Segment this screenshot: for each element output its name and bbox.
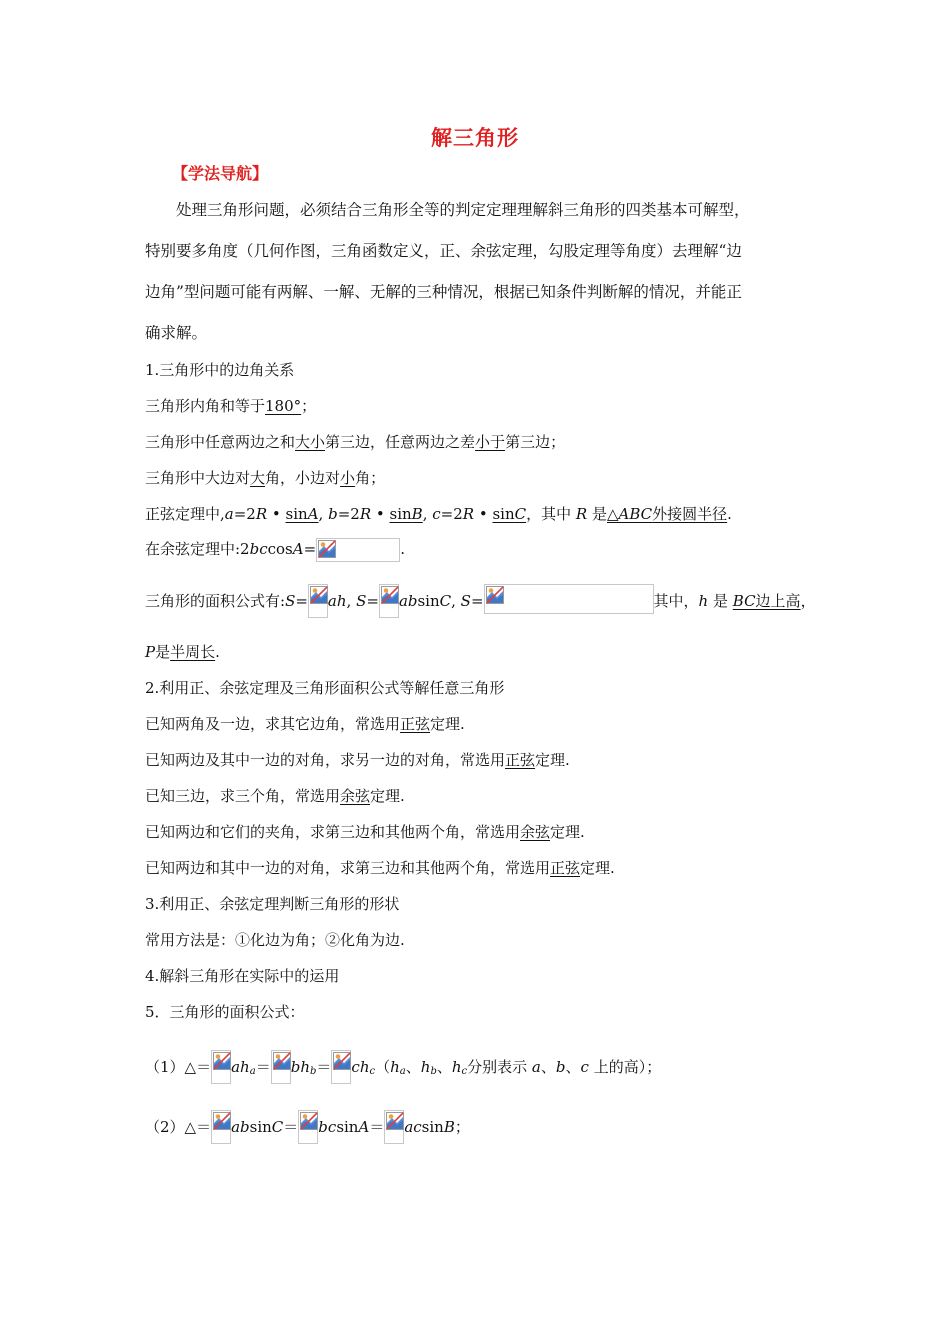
formula-image-placeholder	[316, 538, 400, 562]
heading-4: 4.解斜三角形在实际中的运用	[145, 967, 340, 985]
section-heading: 【学法导航】	[172, 164, 269, 183]
rule-line: 已知三边，求三个角，常选用余弦定理.	[145, 787, 405, 805]
formula-image-placeholder	[308, 584, 328, 618]
intro-line: 特别要多角度（几何作图，三角函数定义，正、余弦定理，勾股定理等角度）去理解“边	[145, 242, 742, 260]
broken-image-icon	[381, 586, 399, 604]
blank-answer: 余弦	[520, 823, 551, 841]
blank-answer: 正弦	[505, 751, 536, 769]
blank-answer: 小	[340, 469, 356, 487]
side-relation-line: 三角形中任意两边之和大小第三边，任意两边之差小于第三边；	[145, 433, 566, 451]
heading-3: 3.利用正、余弦定理判断三角形的形状	[145, 895, 400, 913]
broken-image-icon	[486, 586, 504, 604]
heading-5: 5．三角形的面积公式：	[145, 1003, 305, 1021]
intro-line: 边角”型问题可能有两解、一解、无解的三种情况，根据已知条件判断解的情况，并能正	[145, 283, 742, 301]
broken-image-icon	[318, 540, 336, 558]
blank-answer: sinA	[285, 505, 319, 523]
broken-image-icon	[273, 1052, 291, 1070]
big-side-line: 三角形中大边对大角，小边对小角；	[145, 469, 386, 487]
blank-answer: 180°	[265, 397, 302, 415]
formula-image-placeholder	[384, 1110, 404, 1144]
rule-line: 已知两角及一边，求其它边角，常选用正弦定理.	[145, 715, 465, 733]
heading-1: 1.三角形中的边角关系	[145, 361, 295, 379]
blank-answer: 余弦	[340, 787, 371, 805]
heading-2: 2.利用正、余弦定理及三角形面积公式等解任意三角形	[145, 679, 505, 697]
blank-answer: 正弦	[550, 859, 581, 877]
angle-sum-line: 三角形内角和等于180°；	[145, 397, 317, 415]
intro-line: 处理三角形问题，必须结合三角形全等的判定定理理解斜三角形的四类基本可解型，	[176, 201, 750, 219]
cosine-law-line: 在余弦定理中:2bccosA= .	[145, 538, 405, 562]
formula-image-placeholder	[271, 1050, 291, 1084]
broken-image-icon	[310, 586, 328, 604]
blank-answer: 小于	[475, 433, 506, 451]
blank-answer: BC边上高	[732, 592, 801, 610]
area-formula-1: （1）△＝ $ah_a=$ $bh_b=$ $ch_c(h_a$、$h_b$、$h_c$分别表示 a、b、c 上的高）；	[145, 1050, 661, 1084]
broken-image-icon	[333, 1052, 351, 1070]
broken-image-icon	[386, 1112, 404, 1130]
rule-line: 已知两边及其中一边的对角，求另一边的对角，常选用正弦定理.	[145, 751, 570, 769]
formula-image-placeholder	[331, 1050, 351, 1084]
rule-line: 已知两边和其中一边的对角，求第三边和其他两个角，常选用正弦定理.	[145, 859, 615, 877]
formula-image-placeholder	[298, 1110, 318, 1144]
intro-paragraph	[145, 190, 815, 354]
blank-answer: sinB	[389, 505, 423, 523]
methods-line: 常用方法是：①化边为角；②化角为边.	[145, 931, 405, 949]
broken-image-icon	[300, 1112, 318, 1130]
formula-image-placeholder	[211, 1110, 231, 1144]
blank-answer: △ABC外接圆半径	[606, 505, 728, 523]
area-formula-line: 三角形的面积公式有:S= ah, S= absinC, S= 其中，h 是 BC边上高，	[145, 584, 816, 618]
blank-answer: 正弦	[400, 715, 431, 733]
page-title: 解三角形	[431, 125, 519, 150]
sine-law-line: 正弦定理中,a=2R • sinA, b=2R • sinB, c=2R • sinC，其中 R 是△ABC外接圆半径.	[145, 505, 732, 523]
broken-image-icon	[213, 1112, 231, 1130]
blank-answer: sinC	[492, 505, 527, 523]
rule-line: 已知两边和它们的夹角，求第三边和其他两个角，常选用余弦定理.	[145, 823, 585, 841]
area-formula-2: （2）△＝ absinC＝ bcsinA＝ acsinB；	[145, 1110, 470, 1144]
blank-answer: 大	[250, 469, 266, 487]
blank-answer: 大小	[295, 433, 326, 451]
half-perimeter-line: P是半周长.	[145, 643, 220, 661]
formula-image-placeholder	[379, 584, 399, 618]
blank-answer: 半周长	[170, 643, 216, 661]
formula-image-placeholder	[484, 584, 654, 614]
intro-line: 确求解。	[145, 324, 208, 342]
broken-image-icon	[213, 1052, 231, 1070]
formula-image-placeholder	[211, 1050, 231, 1084]
